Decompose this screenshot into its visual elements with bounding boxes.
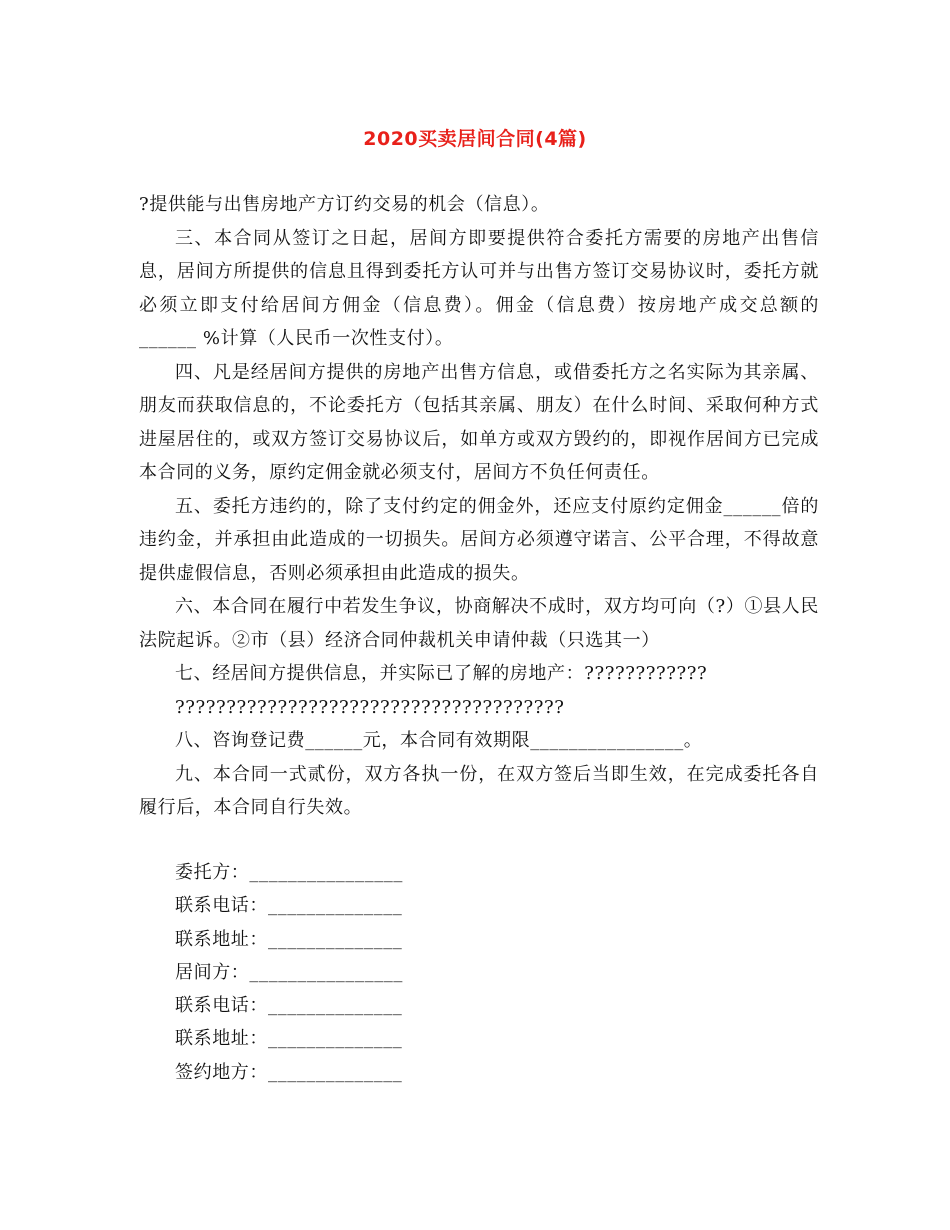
paragraph-clause-8: 八、咨询登记费______元，本合同有效期限________________。 [175,730,703,751]
signature-line-signing-place: 签约地方：______________ [175,1061,403,1083]
contract-body [139,188,819,825]
paragraph-intro: ?提供能与出售房地产方订约交易的机会（信息）。 [139,194,550,215]
signature-line-intermediary: 居间方：________________ [175,961,403,983]
paragraph-clause-3: 三、本合同从签订之日起，居间方即要提供符合委托方需要的房地产出售信息，居间方所提供的信息且得到委托方认可并与出售方签订交易协议时，委托方就必须立即支付给居间方佣金（信息费）。佣金（信息费）按房地产成交总额的______ %计算（人民币一次性支付）。 [139,227,819,349]
signature-line-intermediary-address: 联系地址：______________ [175,1028,403,1050]
signature-line-intermediary-phone: 联系电话：______________ [175,995,403,1017]
paragraph-clause-9: 九、本合同一式贰份，双方各执一份，在双方签后当即生效，在完成委托各自履行后，本合同自行失效。 [139,763,819,818]
paragraph-clause-5: 五、委托方违约的，除了支付约定的佣金外，还应支付原约定佣金______倍的违约金，并承担由此造成的一切损失。居间方必须遵守诺言、公平合理，不得故意提供虚假信息，否则必须承担由此造成的损失。 [139,495,819,584]
document-title: 2020买卖居间合同(4篇) [363,128,587,150]
paragraph-clause-7: 七、经居间方提供信息，并实际已了解的房地产：???????????? [175,663,708,684]
paragraph-clause-6: 六、本合同在履行中若发生争议，协商解决不成时，双方均可向（?）①县人民法院起诉。②市（县）经济合同仲裁机关申请仲裁（只选其一） [139,596,819,651]
paragraph-clause-7-continued: ?????????????????????????????????????? [175,696,565,718]
signature-line-client: 委托方：________________ [175,862,403,883]
paragraph-clause-4: 四、凡是经居间方提供的房地产出售方信息，或借委托方之名实际为其亲属、朋友而获取信息的，不论委托方（包括其亲属、朋友）在什么时间、采取何种方式进屋居住的，或双方签订交易协议后，如单方或双方毁约的，即视作居间方已完成本合同的义务，原约定佣金就必须支付，居间方不负任何责任。 [139,361,819,483]
signature-line-client-phone: 联系电话：______________ [175,895,403,917]
signature-block [175,856,675,1089]
signature-line-client-address: 联系地址：______________ [175,928,403,950]
